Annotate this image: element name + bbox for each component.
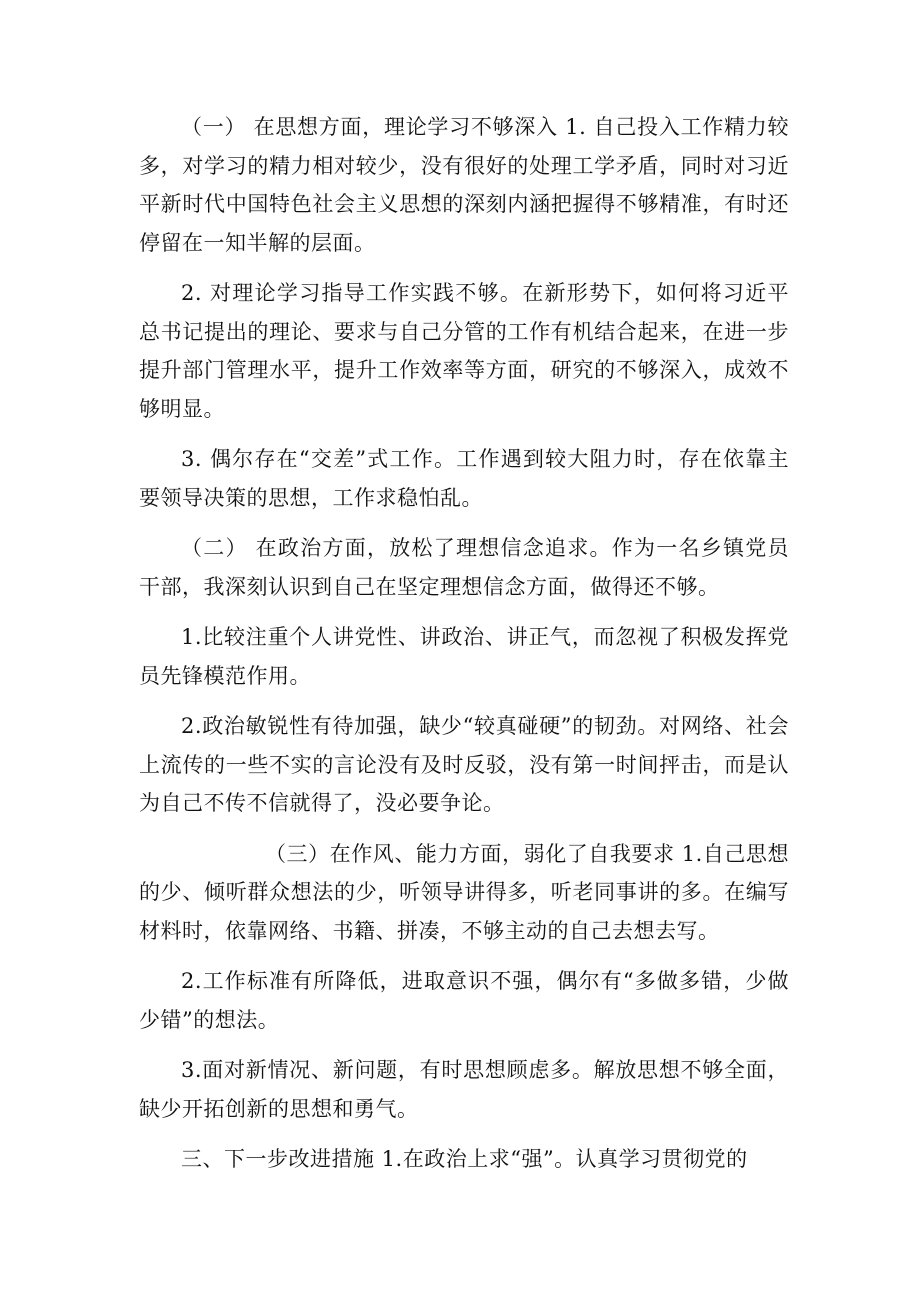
paragraph-thought-aspect: （一） 在思想方面，理论学习不够深入 1. 自己投入工作精力较多，对学习的精力相对较少，没有很好的处理工学矛盾，同时对习近平新时代中国特色社会主义思想的深刻内涵把握得不够精准，有时还停留在一知半解的层面。 — [139, 115, 789, 255]
paragraph-political-sensitivity: 2.政治敏锐性有待加强，缺少“较真碰硬”的韧劲。对网络、社会上流传的一些不实的言论没有及时反驳，没有第一时间抨击，而是认为自己不传不信就得了，没必要争论。 — [139, 714, 789, 815]
paragraph-work-style-aspect: （三）在作风、能力方面，弱化了自我要求 1.自己思想的少、倾听群众想法的少，听领导讲得多，听老同事讲的多。在编写材料时，依靠网络、书籍、拼凑，不够主动的自己去想去写。 — [139, 841, 789, 943]
paragraph-work-standard: 2.工作标准有所降低，进取意识不强，偶尔有“多做多错，少做少错”的想法。 — [139, 969, 789, 1032]
paragraph-party-spirit: 1.比较注重个人讲党性、讲政治、讲正气，而忽视了积极发挥党员先锋模范作用。 — [139, 625, 789, 688]
paragraph-political-aspect: （二） 在政治方面，放松了理想信念追求。作为一名乡镇党员干部，我深刻认识到自己在坚定理想信念方面，做得还不够。 — [139, 536, 789, 599]
paragraph-theory-practice: 2. 对理论学习指导工作实践不够。在新形势下，如何将习近平总书记提出的理论、要求与自己分管的工作有机结合起来，在进一步提升部门管理水平，提升工作效率等方面，研究的不够深入，成效不够明显。 — [139, 281, 789, 421]
paragraph-improvement-measures: 三、下一步改进措施 1.在政治上求“强”。认真学习贯彻党的 — [181, 1147, 748, 1171]
document-body — [139, 108, 789, 1191]
paragraph-perfunctory-work: 3. 偶尔存在“交差”式工作。工作遇到较大阻力时，存在依靠主要领导决策的思想，工作求稳怕乱。 — [139, 447, 789, 510]
paragraph-new-situations: 3.面对新情况、新问题，有时思想顾虑多。解放思想不够全面，缺少开拓创新的思想和勇气。 — [139, 1058, 789, 1121]
